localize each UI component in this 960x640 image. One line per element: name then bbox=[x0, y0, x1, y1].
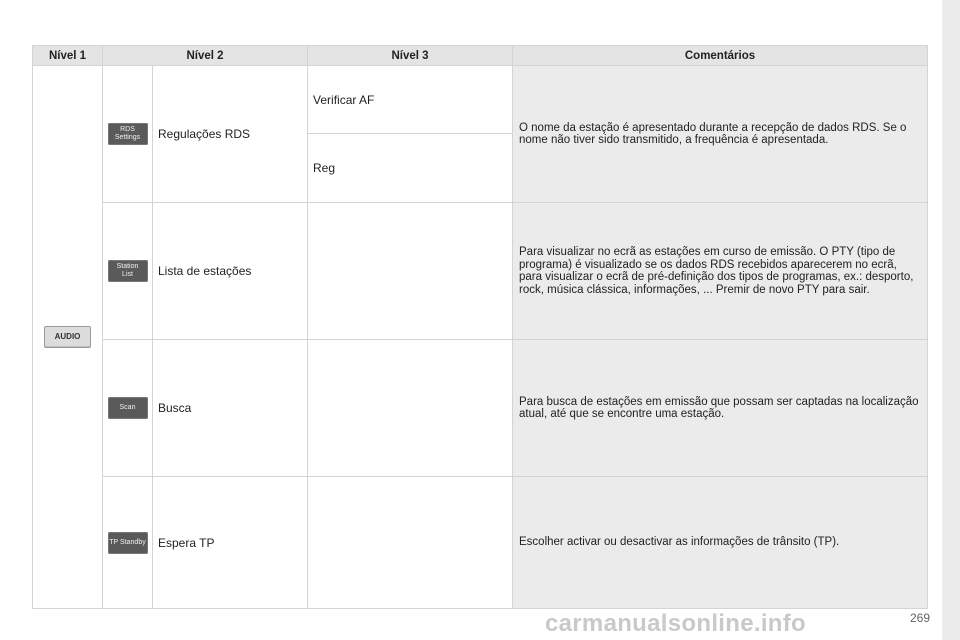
level2-tp-standby: Espera TP bbox=[153, 477, 308, 609]
icon-label-line: Settings bbox=[114, 134, 141, 141]
header-level2: Nível 2 bbox=[103, 46, 308, 66]
watermark: carmanualsonline.info bbox=[545, 610, 807, 637]
comment-rds-settings: O nome da estação é apresentado durante a recepção de dados RDS. Se o nome não tiver sido transmitido, a frequência é apresentada. bbox=[513, 66, 928, 203]
level3-reg: Reg bbox=[308, 134, 513, 203]
header-comments: Comentários bbox=[513, 46, 928, 66]
icon-label-line: List bbox=[122, 271, 133, 278]
icon-cell bbox=[103, 340, 153, 477]
level2-scan: Busca bbox=[153, 340, 308, 477]
level2-station-list: Lista de estações bbox=[153, 203, 308, 340]
icon-cell bbox=[103, 477, 153, 609]
level3-empty bbox=[308, 203, 513, 340]
level2-rds-settings: Regulações RDS bbox=[153, 66, 308, 203]
icon-cell bbox=[103, 203, 153, 340]
rds-settings-icon bbox=[108, 123, 148, 145]
table-row-rds-settings bbox=[33, 66, 928, 134]
header-level3: Nível 3 bbox=[308, 46, 513, 66]
scan-icon bbox=[108, 397, 148, 419]
level3-verificar-af: Verificar AF bbox=[308, 66, 513, 134]
icon-label-line: RDS bbox=[120, 126, 135, 133]
table-row-station-list bbox=[33, 203, 928, 340]
icon-cell bbox=[103, 66, 153, 203]
icon-label-line: Station bbox=[116, 263, 139, 270]
tp-standby-icon bbox=[108, 532, 148, 554]
page-edge-strip bbox=[942, 0, 960, 640]
comment-station-list: Para visualizar no ecrã as estações em curso de emissão. O PTY (tipo de programa) é visualizado se os dados RDS recebidos aparecerem no ecrã, para visualizar o ecrã de pré-definição dos tipos de programas, ex.: desporto, rock, música clássica, informações, ... Premir de novo PTY para sair. bbox=[513, 203, 928, 340]
icon-label-line: TP Standby bbox=[109, 538, 146, 546]
table-row-scan bbox=[33, 340, 928, 477]
page-number: 269 bbox=[909, 611, 930, 625]
comment-tp-standby: Escolher activar ou desactivar as informações de trânsito (TP). bbox=[513, 477, 928, 609]
level1-cell bbox=[33, 66, 103, 609]
station-list-icon bbox=[108, 260, 148, 282]
table-header-row bbox=[33, 46, 928, 66]
level3-empty bbox=[308, 477, 513, 609]
audio-button-icon: AUDIO bbox=[44, 326, 91, 348]
comment-scan: Para busca de estações em emissão que possam ser captadas na localização atual, até que se encontre uma estação. bbox=[513, 340, 928, 477]
header-level1: Nível 1 bbox=[33, 46, 103, 66]
table-row-tp-standby bbox=[33, 477, 928, 609]
audio-menu-table bbox=[32, 45, 928, 609]
level3-empty bbox=[308, 340, 513, 477]
icon-label-line: Scan bbox=[119, 404, 136, 411]
